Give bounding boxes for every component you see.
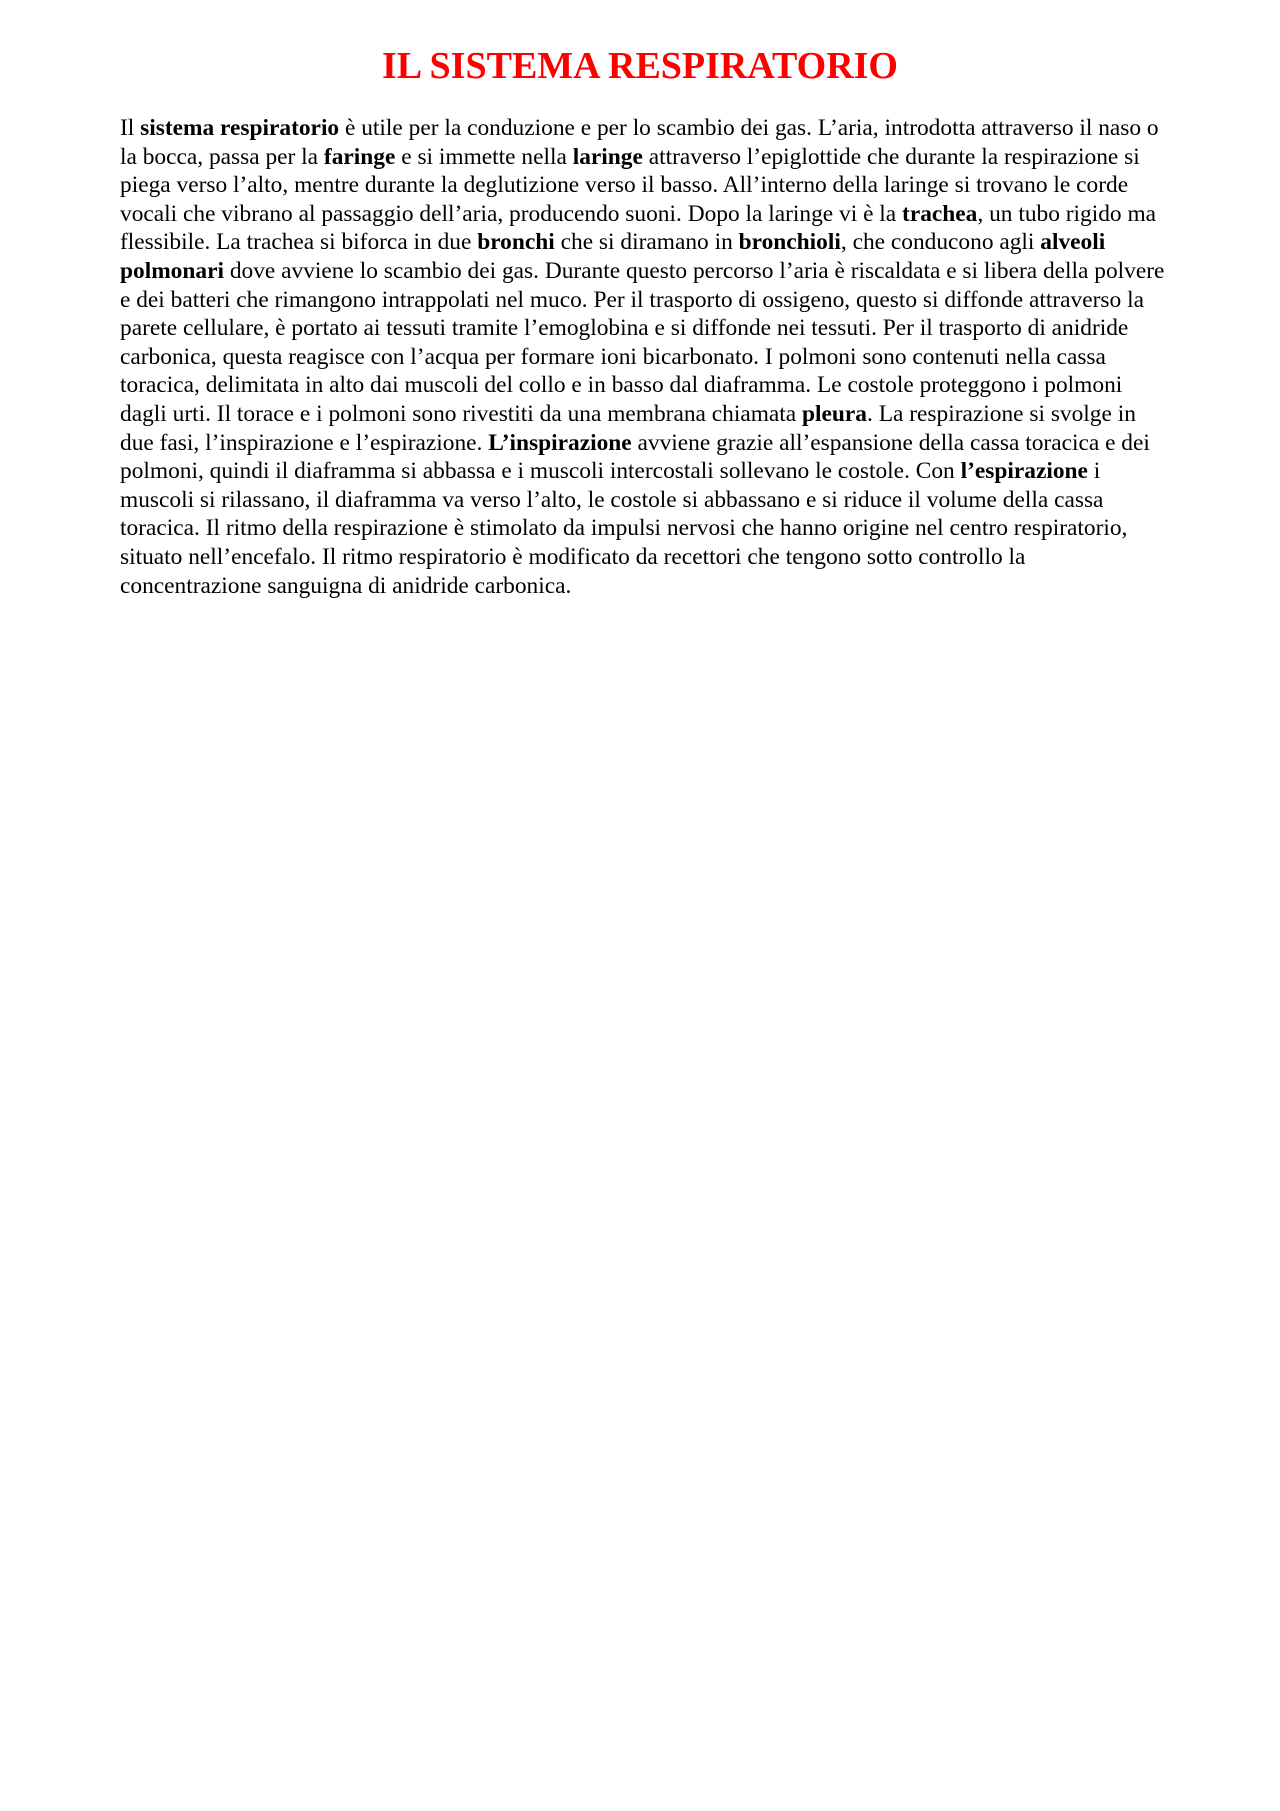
bold-term-trachea: trachea bbox=[902, 200, 978, 227]
bold-term-inspirazione: L’inspirazione bbox=[488, 429, 632, 456]
text-segment: Il bbox=[120, 115, 141, 141]
body-paragraph bbox=[120, 114, 1170, 600]
text-segment: e si immette nella bbox=[395, 143, 573, 170]
text-segment: , che conducono agli bbox=[840, 229, 1041, 256]
page-title: IL SISTEMA RESPIRATORIO bbox=[382, 45, 898, 87]
text-segment: dove avviene lo scambio dei gas. Durante questo percorso l’aria è riscaldata e si libera della polvere e dei batteri che rimangono intrappolati nel muco. Per il trasporto di ossigeno, questo si diffonde attraverso la parete cellulare, è portato ai tessuti tramite l’emoglobina e si diffonde nei tessuti. Per il trasporto di anidride carbonica, questa reagisce con l’acqua per formare ioni bicarbonato. I polmoni sono contenuti nella cassa toracica, delimitata in alto dai muscoli del collo e in basso dal diaframma. Le costole proteggono i polmoni dagli urti. Il torace e i polmoni sono rivestiti da una membrana chiamata bbox=[120, 257, 1165, 427]
bold-term-faringe: faringe bbox=[323, 143, 396, 170]
text-segment: avviene grazie all’espansione della cassa toracica e dei polmoni, quindi il diaframma si abbassa e i muscoli intercostali sollevano le costole. Con bbox=[120, 429, 1150, 485]
text-segment: , un tubo rigido ma flessibile. La trachea si biforca in due bbox=[120, 200, 1157, 256]
bold-term-bronchioli: bronchioli bbox=[738, 229, 841, 256]
text-segment: . La respirazione si svolge in due fasi, l’inspirazione e l’espirazione. bbox=[120, 400, 1136, 456]
bold-term-espirazione: l’espirazione bbox=[960, 458, 1088, 485]
bold-term-laringe: laringe bbox=[572, 143, 643, 170]
bold-term-bronchi: bronchi bbox=[477, 229, 555, 256]
text-segment: è utile per la conduzione e per lo scambio dei gas. L’aria, introdotta attraverso il naso o la bocca, passa per la bbox=[120, 115, 1159, 170]
text-segment: attraverso l’epiglottide che durante la respirazione si piega verso l’alto, mentre durante la deglutizione verso il basso. All’interno della laringe si trovano le corde vocali che vibrano al passaggio dell’aria, producendo suoni. Dopo la laringe vi è la bbox=[120, 143, 1140, 227]
bold-term-sistema-respiratorio: sistema respiratorio bbox=[140, 115, 340, 141]
bold-term-pleura: pleura bbox=[802, 400, 868, 427]
text-segment: che si diramano in bbox=[554, 229, 739, 256]
bold-term-alveoli-polmonari: alveoli polmonari bbox=[120, 229, 1106, 284]
text-segment: i muscoli si rilassano, il diaframma va verso l’alto, le costole si abbassano e si riduce il volume della cassa toracica. Il ritmo della respirazione è stimolato da impulsi nervosi che hanno origine nel centro respiratorio, situato nell’encefalo. Il ritmo respiratorio è modificato da recettori che tengono sotto controllo la concentrazione sanguigna di anidride carbonica. bbox=[120, 458, 1128, 599]
